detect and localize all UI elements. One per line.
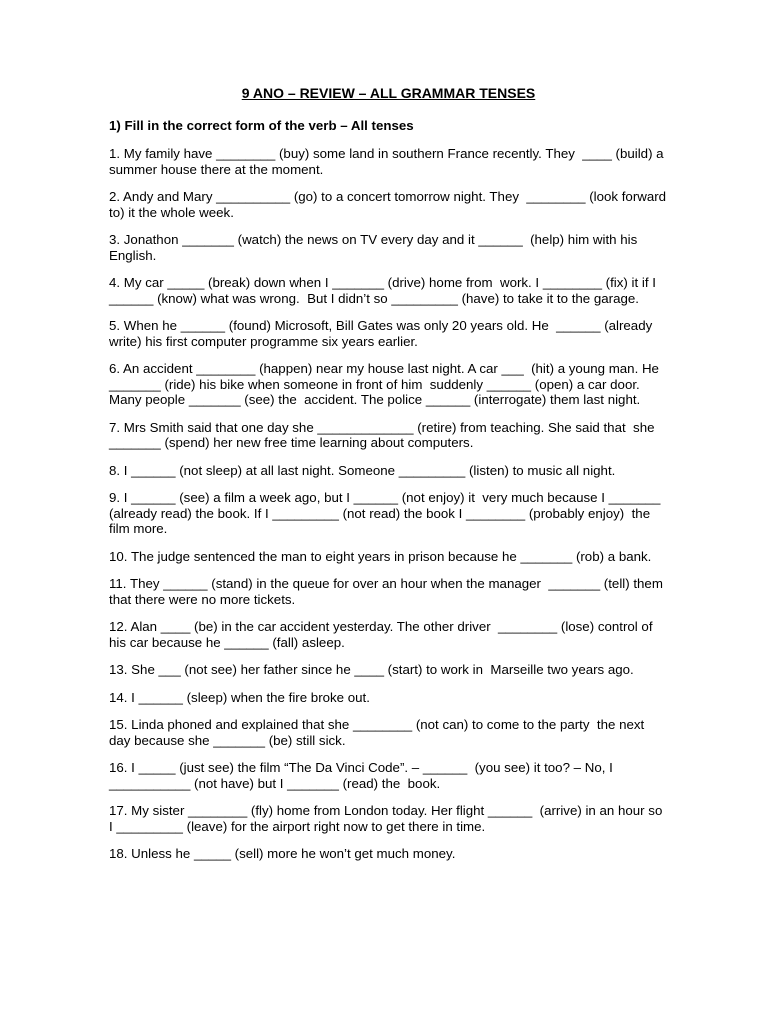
exercise-item-6: 6. An accident ________ (happen) near my house last night. A car ___ (hit) a young man. He _______ (ride) his bike when someone in front of him suddenly ______ (open) a car door. Many people _______ (see) the accident. The police ______ (interrogate) them last night. [109,361,663,407]
exercise-item-9: 9. I ______ (see) a film a week ago, but I ______ (not enjoy) it very much because I _______ (already read) the book. If I _________ (not read) the book I ________ (probably enjoy) the film more. [109,490,665,536]
exercise-item-3: 3. Jonathon _______ (watch) the news on TV every day and it ______ (help) him with his English. [109,232,641,263]
exercise-item-10: 10. The judge sentenced the man to eight years in prison because he _______ (rob) a bank. [109,548,652,564]
exercise-item-12: 12. Alan ____ (be) in the car accident yesterday. The other driver ________ (lose) control of his car because he ______ (fall) asleep. [109,619,657,650]
exercise-item-15: 15. Linda phoned and explained that she ________ (not can) to come to the party the next day because she _______ (be) still sick. [109,717,648,748]
exercise-item-11: 11. They ______ (stand) in the queue for over an hour when the manager _______ (tell) them that there were no more tickets. [109,576,667,607]
exercise-item-4: 4. My car _____ (break) down when I _______ (drive) home from work. I ________ (fix) it if I ______ (know) what was wrong. But I didn’t so _________ (have) to take it to the garage. [109,275,660,306]
exercise-instruction: 1) Fill in the correct form of the verb – All tenses [109,118,414,133]
exercise-item-14: 14. I ______ (sleep) when the fire broke out. [109,689,370,705]
exercise-item-18: 18. Unless he _____ (sell) more he won’t get much money. [109,846,456,861]
exercise-item-7: 7. Mrs Smith said that one day she _____________ (retire) from teaching. She said that she _______ (spend) her new free time learning about computers. [109,419,659,450]
exercise-item-8: 8. I ______ (not sleep) at all last night. Someone _________ (listen) to music all night. [109,462,616,478]
exercise-item-5: 5. When he ______ (found) Microsoft, Bill Gates was only 20 years old. He ______ (already write) his first computer programme six years earlier. [109,318,656,349]
exercise-item-13: 13. She ___ (not see) her father since he ____ (start) to work in Marseille two years ago. [109,662,634,677]
exercise-item-1: 1. My family have ________ (buy) some land in southern France recently. They ____ (build) a summer house there at the moment. [109,146,668,177]
page-title: 9 ANO – REVIEW – ALL GRAMMAR TENSES [241,85,536,101]
exercise-item-2: 2. Andy and Mary __________ (go) to a concert tomorrow night. They ________ (look forward to) it the whole week. [109,189,670,220]
exercise-item-17: 17. My sister ________ (fly) home from London today. Her flight ______ (arrive) in an hour so I _________ (leave) for the airport right now to get there in time. [109,803,667,834]
exercise-item-16: 16. I _____ (just see) the film “The Da Vinci Code”. – ______ (you see) it too? – No, I ___________ (not have) but I _______ (read) the book. [109,760,617,791]
